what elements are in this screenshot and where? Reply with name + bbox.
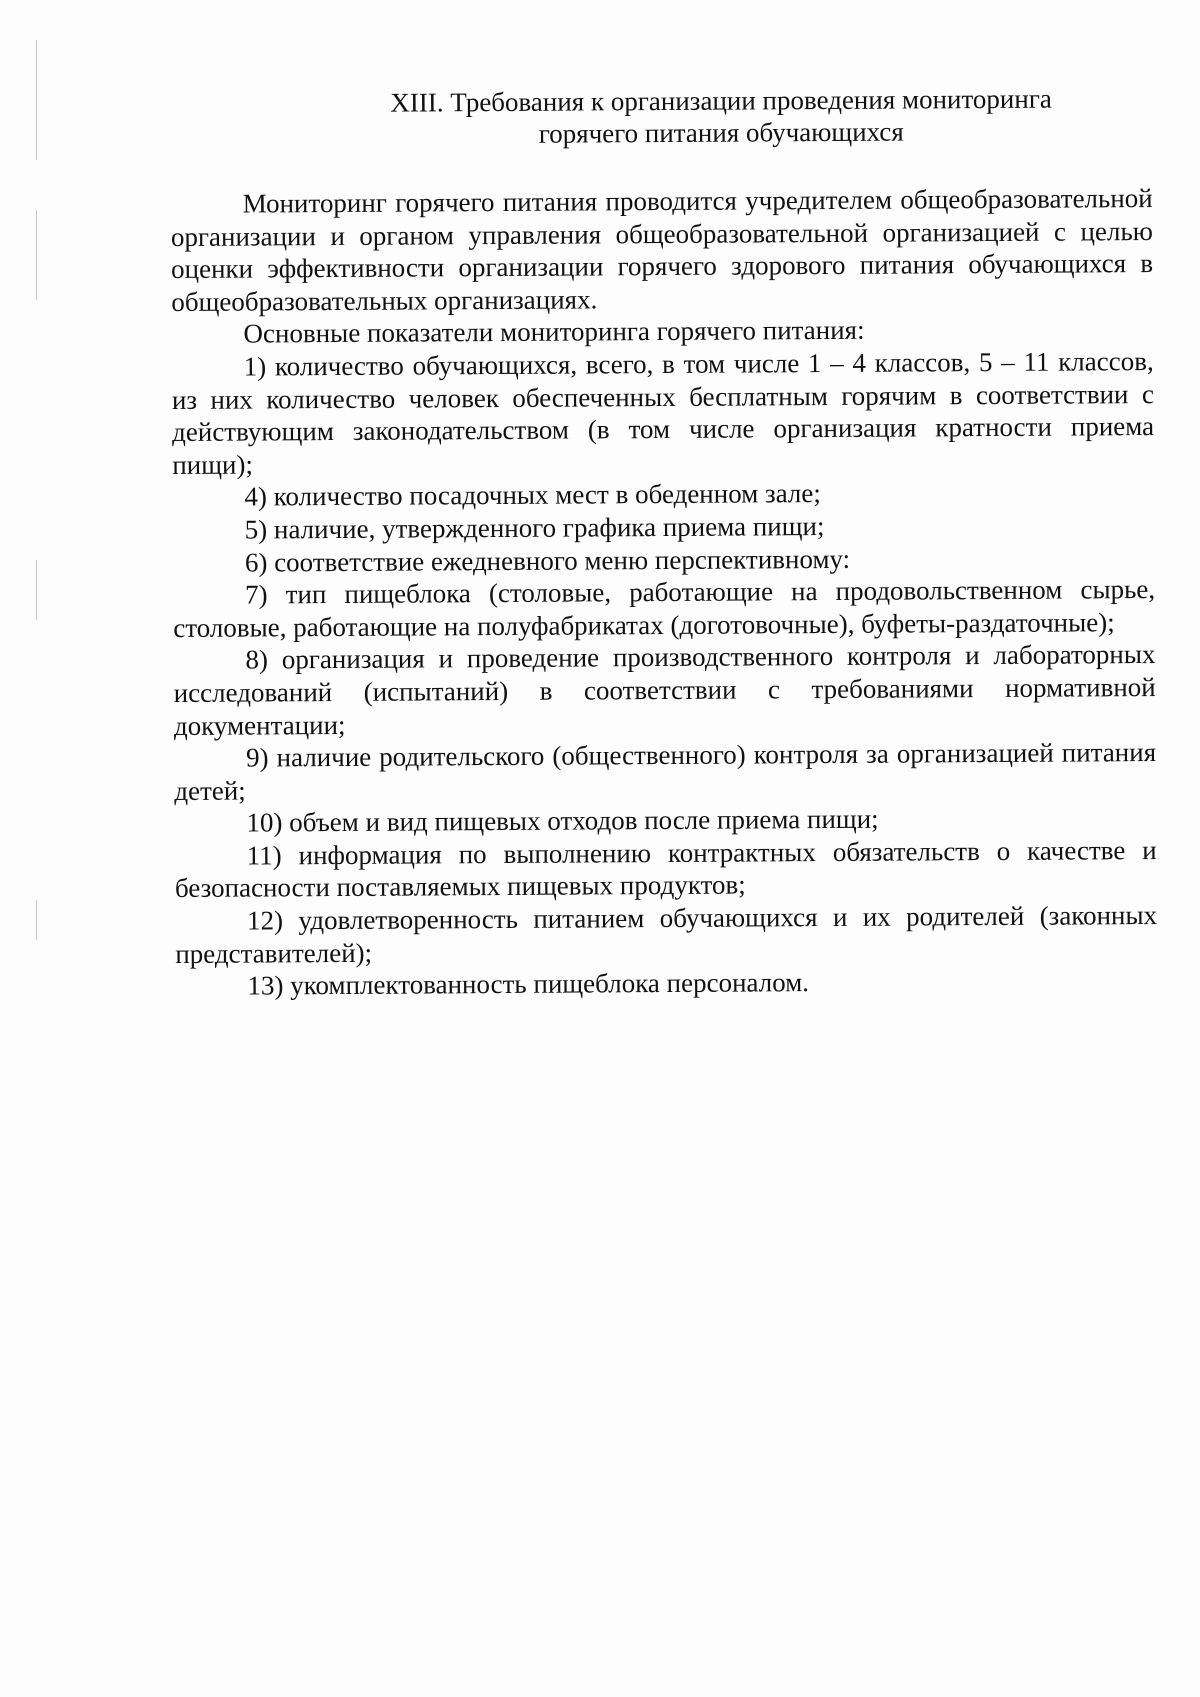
list-item-9: 9) наличие родительского (общественного) контроля за организацией питания детей; [174, 737, 1157, 806]
list-item-5: 5) наличие, утвержденного графика приема пищи; [244, 510, 825, 545]
document-body [170, 82, 1158, 1003]
section-heading [170, 82, 1152, 152]
scan-edge-mark [36, 210, 37, 300]
list-item-12: 12) удовлетворенность питанием обучающихся и их родителей (законных представителей); [175, 900, 1158, 969]
heading-line-1: XIII. Требования к организации проведения мониторинга [390, 83, 1052, 118]
scan-edge-mark [36, 40, 37, 160]
intro-paragraph: Мониторинг горячего питания проводится учредителем общеобразовательной организации и органом управления общеобразовательной организацией с целью оценки эффективности организации горячего здорового питания обучающихся в общеобразовательных организациях. [170, 182, 1154, 317]
heading-line-2: горячего питания обучающихся [538, 116, 904, 149]
list-item-4: 4) количество посадочных мест в обеденном зале; [244, 478, 821, 512]
scan-edge-mark [36, 560, 37, 620]
list-item-10: 10) объем и вид пищевых отходов после приема пищи; [246, 803, 879, 838]
indicators-intro: Основные показатели мониторинга горячего питания: [243, 315, 865, 349]
list-item-1: 1) количество обучающихся, всего, в том числе 1 – 4 классов, 5 – 11 классов, из них количество человек обеспеченных бесплатным горячим в соответствии с действующим законодательством (в том числе организация кратности приема пищи); [171, 345, 1155, 480]
list-item-7: 7) тип пищеблока (столовые, работающие на продовольственном сырье, столовые, работающие на полуфабрикатах (доготовочные), буфеты-раздаточные); [173, 574, 1156, 643]
list-item-6: 6) соответствие ежедневного меню перспективному: [244, 543, 851, 578]
list-item-11: 11) информация по выполнению контрактных обязательств о качестве и безопасности поставляемых пищевых продуктов; [174, 834, 1157, 904]
list-item-13: 13) укомплектованность пищеблока персоналом. [247, 967, 810, 1001]
list-item-8: 8) организация и проведение производственного контроля и лабораторных исследований (испытаний) в соответствии с требованиями нормативной документации; [173, 639, 1156, 741]
scan-edge-mark [36, 900, 37, 940]
